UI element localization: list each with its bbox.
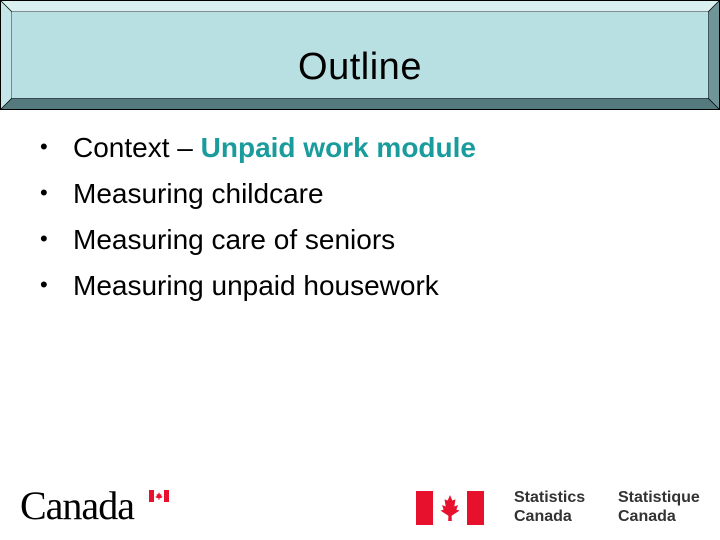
bullet-item bbox=[40, 270, 476, 316]
maple-leaf-flag-icon bbox=[416, 491, 484, 525]
bullet-marker: • bbox=[40, 180, 48, 205]
bullet-text bbox=[73, 132, 476, 164]
bullet-prefix: Context – bbox=[73, 132, 201, 163]
statcan-en-line-2: Canada bbox=[514, 508, 572, 525]
title-face bbox=[12, 12, 708, 98]
canada-wordmark-text: Canada bbox=[20, 483, 134, 528]
bullet-marker: • bbox=[40, 226, 48, 251]
bullet-item bbox=[40, 132, 476, 178]
statcan-fr-line-2: Canada bbox=[618, 508, 676, 525]
canada-wordmark-logo bbox=[20, 482, 154, 526]
bullet-text: Measuring childcare bbox=[73, 178, 324, 209]
statcan-name-english bbox=[514, 488, 585, 526]
canada-wordmark-flag-icon bbox=[149, 490, 169, 502]
statcan-logo bbox=[416, 488, 710, 528]
slide-title: Outline bbox=[298, 45, 422, 88]
statcan-name-french bbox=[618, 488, 700, 526]
bullet-text: Measuring care of seniors bbox=[73, 224, 396, 255]
bullet-item bbox=[40, 178, 476, 224]
statcan-fr-line-1: Statistique bbox=[618, 489, 700, 506]
bullet-item bbox=[40, 224, 476, 270]
bullet-accent: Unpaid work module bbox=[200, 132, 476, 163]
bullet-marker: • bbox=[40, 134, 48, 159]
title-bar bbox=[0, 0, 720, 110]
statcan-en-line-1: Statistics bbox=[514, 489, 586, 506]
bullet-marker: • bbox=[40, 272, 48, 297]
bullet-list bbox=[40, 132, 476, 316]
bullet-text: Measuring unpaid housework bbox=[73, 270, 439, 301]
